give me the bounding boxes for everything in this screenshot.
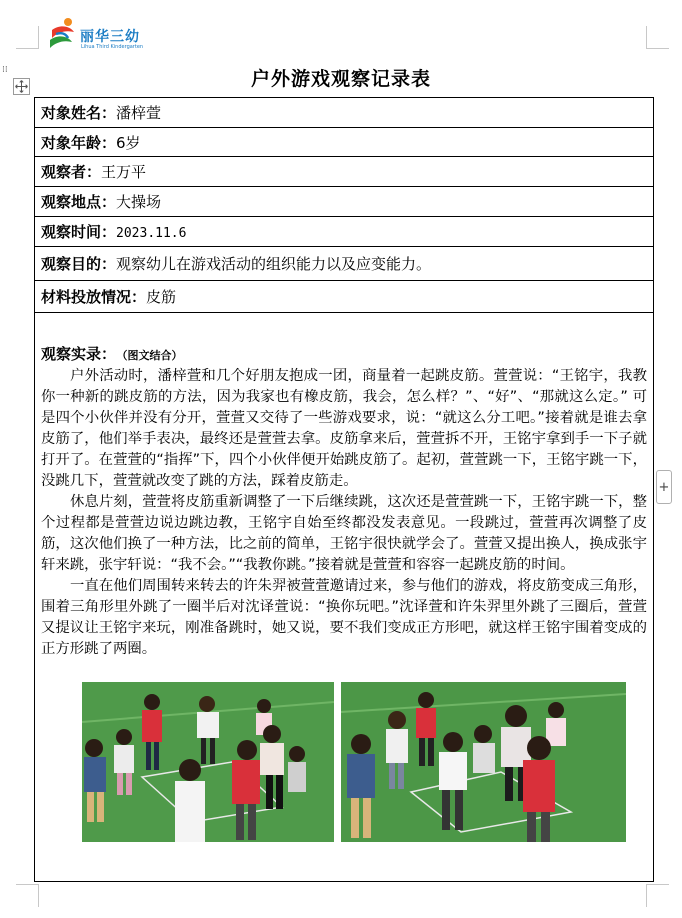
field-label: 材料投放情况： [41,288,147,306]
record-paragraph: 休息片刻，萱萱将皮筋重新调整了一下后继续跳，这次还是萱萱跳一下，王铭宇跳一下，整个过程都是萱萱边说边跳边教，王铭宇自始至终都没发表意见。一段跳过，萱萱再次调整了皮筋，这次他们换了一种方法，比之前的简单，王铭宇很快就学会了。萱萱又提出换人，换成张宇轩来跳，张宇轩说：“我不会。”“我教你跳。”接着就是萱萱和容容一起跳皮筋的时间。 [41,493,647,573]
table-row [35,98,654,128]
field-value: 潘梓萱 [116,104,162,122]
table-row [35,128,654,157]
page-corner-mark-bottom-left [16,884,39,907]
location-cell[interactable] [35,187,654,217]
record-paragraph: 一直在他们周围转来转去的许朱羿被萱萱邀请过来，参与他们的游戏，将皮筋变成三角形，围着三角形里外跳了一圈半后对沈译萱说：“换你玩吧。”沈译萱和许朱羿里外跳了三圈后，萱萱又提议让王铭宇来玩，刚准备跳时，她又说，要不我们变成正方形吧，就这样王铭宇围着变成的正方形跳了两圈。 [41,577,647,657]
field-value: 皮筋 [146,288,177,306]
add-row-button[interactable]: + [656,470,672,504]
table-row [35,157,654,187]
photo-strip [41,682,647,852]
field-value: 2023.11.6 [116,226,187,241]
field-value: 6岁 [116,133,141,152]
table-row [35,281,654,313]
page-corner-mark-top-left [16,26,39,49]
kindergarten-logo [46,16,146,54]
field-label: 观察地点： [41,193,117,211]
field-value: 大操场 [116,193,162,211]
date-cell[interactable] [35,217,654,247]
materials-cell[interactable] [35,281,654,313]
field-value: 王万平 [101,163,147,181]
observation-record-table [34,97,654,882]
logo-mark-icon [46,16,80,50]
field-label: 对象姓名： [41,104,117,122]
children-playing-photo[interactable] [82,682,334,842]
field-label: 观察目的： [41,255,117,273]
field-label: 观察者： [41,163,102,181]
page-corner-mark-top-right [646,26,669,49]
logo-subtitle-text: Lihua Third Kindergarten [81,44,144,50]
observer-cell[interactable] [35,157,654,187]
drag-dots-icon[interactable]: ⁞⁞ [2,65,8,75]
field-label: 观察时间： [41,223,117,241]
age-cell[interactable] [35,128,654,157]
table-row [35,217,654,247]
page-corner-mark-bottom-right [646,884,669,907]
table-row [35,187,654,217]
page-title: 户外游戏观察记录表 [250,68,431,90]
table-row [35,247,654,281]
children-jumping-photo[interactable] [341,682,626,842]
name-cell[interactable] [35,98,654,128]
purpose-cell[interactable] [35,247,654,281]
field-label: 对象年龄： [41,133,117,152]
field-value: 观察幼儿在游戏活动的组织能力以及应变能力。 [116,255,432,273]
table-row [35,313,654,882]
logo-brand-text: 丽华三幼 [80,29,140,45]
record-cell[interactable] [35,313,654,882]
record-label: 观察实录： [41,344,117,363]
record-note: （图文结合） [122,348,183,362]
record-paragraph: 户外活动时，潘梓萱和几个好朋友抱成一团，商量着一起跳皮筋。萱萱说：“王铭宇，我教你一种新的跳皮筋的方法，因为我家也有橡皮筋，我会，怎么样？”、“好”、“那就这么定。” 可是四个小伙伴并没有分开，萱萱又交待了一些游戏要求，说：“就这么分工吧。”接着就是谁去拿皮筋了，他们举手表决，最终还是萱萱去拿。皮筋拿来后，萱萱拆不开，王铭宇拿到手一下子就打开了。在萱萱的“指挥”下，四个小伙伴便开始跳皮筋了。起初，萱萱跳一下，王铭宇跳一下，没跳几下，萱萱就改变了跳的方法，踩着皮筋走。 [41,367,647,489]
